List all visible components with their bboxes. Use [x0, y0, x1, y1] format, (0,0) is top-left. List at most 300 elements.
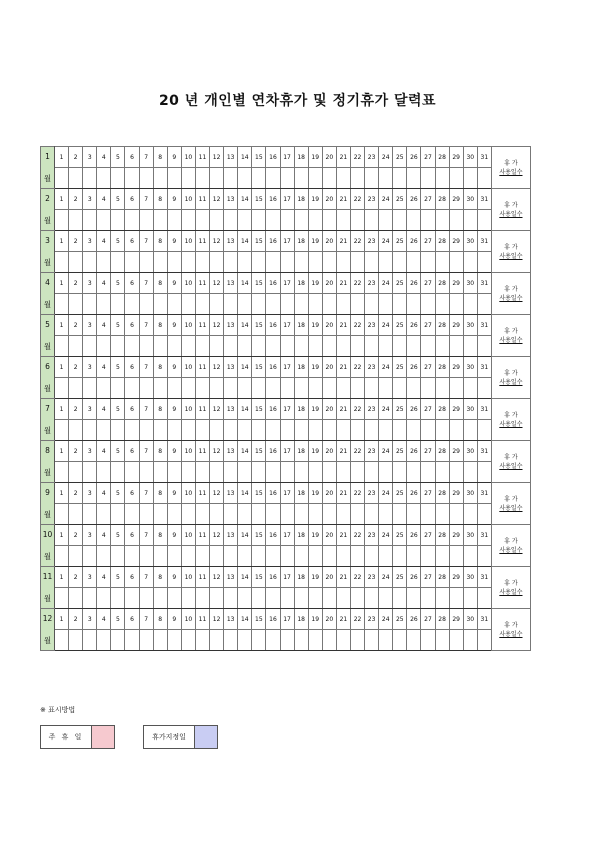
day-entry-cell[interactable]	[181, 252, 195, 273]
day-entry-cell[interactable]	[463, 630, 477, 651]
day-entry-cell[interactable]	[238, 294, 252, 315]
day-entry-cell[interactable]	[181, 546, 195, 567]
day-entry-cell[interactable]	[153, 168, 167, 189]
day-entry-cell[interactable]	[336, 336, 350, 357]
day-entry-cell[interactable]	[421, 252, 435, 273]
day-entry-cell[interactable]	[252, 420, 266, 441]
day-entry-cell[interactable]	[449, 168, 463, 189]
day-entry-cell[interactable]	[139, 588, 153, 609]
day-entry-cell[interactable]	[435, 588, 449, 609]
day-entry-cell[interactable]	[125, 336, 139, 357]
day-entry-cell[interactable]	[322, 336, 336, 357]
day-entry-cell[interactable]	[308, 546, 322, 567]
day-entry-cell[interactable]	[463, 252, 477, 273]
day-entry-cell[interactable]	[55, 294, 69, 315]
day-entry-cell[interactable]	[195, 630, 209, 651]
day-entry-cell[interactable]	[449, 336, 463, 357]
day-entry-cell[interactable]	[83, 294, 97, 315]
day-entry-cell[interactable]	[308, 252, 322, 273]
day-entry-cell[interactable]	[407, 168, 421, 189]
day-entry-cell[interactable]	[111, 504, 125, 525]
day-entry-cell[interactable]	[83, 630, 97, 651]
day-entry-cell[interactable]	[365, 252, 379, 273]
day-entry-cell[interactable]	[266, 546, 280, 567]
day-entry-cell[interactable]	[266, 420, 280, 441]
day-entry-cell[interactable]	[55, 252, 69, 273]
day-entry-cell[interactable]	[308, 210, 322, 231]
day-entry-cell[interactable]	[449, 546, 463, 567]
day-entry-cell[interactable]	[463, 294, 477, 315]
day-entry-cell[interactable]	[181, 588, 195, 609]
day-entry-cell[interactable]	[393, 378, 407, 399]
day-entry-cell[interactable]	[55, 462, 69, 483]
day-entry-cell[interactable]	[407, 420, 421, 441]
day-entry-cell[interactable]	[266, 630, 280, 651]
day-entry-cell[interactable]	[125, 420, 139, 441]
day-entry-cell[interactable]	[463, 378, 477, 399]
day-entry-cell[interactable]	[181, 378, 195, 399]
day-entry-cell[interactable]	[266, 168, 280, 189]
day-entry-cell[interactable]	[421, 630, 435, 651]
day-entry-cell[interactable]	[238, 588, 252, 609]
day-entry-cell[interactable]	[435, 378, 449, 399]
day-entry-cell[interactable]	[210, 546, 224, 567]
day-entry-cell[interactable]	[379, 252, 393, 273]
day-entry-cell[interactable]	[252, 336, 266, 357]
day-entry-cell[interactable]	[393, 420, 407, 441]
day-entry-cell[interactable]	[350, 168, 364, 189]
day-entry-cell[interactable]	[210, 294, 224, 315]
day-entry-cell[interactable]	[83, 378, 97, 399]
day-entry-cell[interactable]	[477, 462, 491, 483]
day-entry-cell[interactable]	[252, 630, 266, 651]
day-entry-cell[interactable]	[69, 378, 83, 399]
day-entry-cell[interactable]	[55, 588, 69, 609]
day-entry-cell[interactable]	[266, 252, 280, 273]
day-entry-cell[interactable]	[153, 210, 167, 231]
day-entry-cell[interactable]	[294, 294, 308, 315]
day-entry-cell[interactable]	[97, 630, 111, 651]
day-entry-cell[interactable]	[55, 504, 69, 525]
day-entry-cell[interactable]	[55, 336, 69, 357]
day-entry-cell[interactable]	[449, 210, 463, 231]
vacation-days-used-cell[interactable]	[491, 357, 530, 399]
day-entry-cell[interactable]	[69, 294, 83, 315]
day-entry-cell[interactable]	[167, 546, 181, 567]
day-entry-cell[interactable]	[435, 210, 449, 231]
vacation-days-used-cell[interactable]	[491, 273, 530, 315]
day-entry-cell[interactable]	[393, 588, 407, 609]
day-entry-cell[interactable]	[139, 630, 153, 651]
day-entry-cell[interactable]	[393, 546, 407, 567]
day-entry-cell[interactable]	[336, 546, 350, 567]
day-entry-cell[interactable]	[435, 168, 449, 189]
day-entry-cell[interactable]	[125, 252, 139, 273]
day-entry-cell[interactable]	[421, 168, 435, 189]
day-entry-cell[interactable]	[379, 588, 393, 609]
day-entry-cell[interactable]	[393, 462, 407, 483]
day-entry-cell[interactable]	[69, 462, 83, 483]
day-entry-cell[interactable]	[393, 630, 407, 651]
day-entry-cell[interactable]	[252, 504, 266, 525]
day-entry-cell[interactable]	[224, 210, 238, 231]
day-entry-cell[interactable]	[280, 336, 294, 357]
day-entry-cell[interactable]	[167, 252, 181, 273]
day-entry-cell[interactable]	[449, 420, 463, 441]
day-entry-cell[interactable]	[350, 588, 364, 609]
day-entry-cell[interactable]	[195, 588, 209, 609]
day-entry-cell[interactable]	[463, 546, 477, 567]
day-entry-cell[interactable]	[97, 252, 111, 273]
day-entry-cell[interactable]	[210, 462, 224, 483]
day-entry-cell[interactable]	[463, 336, 477, 357]
day-entry-cell[interactable]	[350, 294, 364, 315]
day-entry-cell[interactable]	[125, 210, 139, 231]
day-entry-cell[interactable]	[308, 378, 322, 399]
day-entry-cell[interactable]	[336, 252, 350, 273]
day-entry-cell[interactable]	[280, 588, 294, 609]
day-entry-cell[interactable]	[167, 420, 181, 441]
day-entry-cell[interactable]	[139, 252, 153, 273]
day-entry-cell[interactable]	[210, 336, 224, 357]
day-entry-cell[interactable]	[83, 504, 97, 525]
day-entry-cell[interactable]	[55, 420, 69, 441]
day-entry-cell[interactable]	[365, 504, 379, 525]
day-entry-cell[interactable]	[83, 420, 97, 441]
day-entry-cell[interactable]	[195, 546, 209, 567]
day-entry-cell[interactable]	[449, 462, 463, 483]
day-entry-cell[interactable]	[153, 420, 167, 441]
day-entry-cell[interactable]	[350, 546, 364, 567]
day-entry-cell[interactable]	[252, 462, 266, 483]
day-entry-cell[interactable]	[69, 630, 83, 651]
day-entry-cell[interactable]	[167, 504, 181, 525]
day-entry-cell[interactable]	[280, 378, 294, 399]
day-entry-cell[interactable]	[55, 378, 69, 399]
day-entry-cell[interactable]	[167, 336, 181, 357]
day-entry-cell[interactable]	[294, 252, 308, 273]
day-entry-cell[interactable]	[224, 294, 238, 315]
day-entry-cell[interactable]	[266, 210, 280, 231]
day-entry-cell[interactable]	[224, 252, 238, 273]
day-entry-cell[interactable]	[477, 168, 491, 189]
day-entry-cell[interactable]	[125, 588, 139, 609]
day-entry-cell[interactable]	[280, 420, 294, 441]
day-entry-cell[interactable]	[224, 630, 238, 651]
vacation-days-used-cell[interactable]	[491, 525, 530, 567]
day-entry-cell[interactable]	[294, 546, 308, 567]
day-entry-cell[interactable]	[322, 504, 336, 525]
day-entry-cell[interactable]	[153, 588, 167, 609]
day-entry-cell[interactable]	[421, 546, 435, 567]
day-entry-cell[interactable]	[365, 294, 379, 315]
day-entry-cell[interactable]	[280, 504, 294, 525]
day-entry-cell[interactable]	[435, 630, 449, 651]
day-entry-cell[interactable]	[181, 168, 195, 189]
day-entry-cell[interactable]	[139, 462, 153, 483]
day-entry-cell[interactable]	[435, 336, 449, 357]
day-entry-cell[interactable]	[139, 168, 153, 189]
day-entry-cell[interactable]	[238, 378, 252, 399]
day-entry-cell[interactable]	[308, 336, 322, 357]
day-entry-cell[interactable]	[407, 294, 421, 315]
day-entry-cell[interactable]	[365, 336, 379, 357]
day-entry-cell[interactable]	[167, 210, 181, 231]
day-entry-cell[interactable]	[111, 168, 125, 189]
day-entry-cell[interactable]	[365, 588, 379, 609]
day-entry-cell[interactable]	[210, 210, 224, 231]
day-entry-cell[interactable]	[153, 294, 167, 315]
day-entry-cell[interactable]	[449, 294, 463, 315]
day-entry-cell[interactable]	[167, 630, 181, 651]
day-entry-cell[interactable]	[210, 378, 224, 399]
vacation-days-used-cell[interactable]	[491, 189, 530, 231]
day-entry-cell[interactable]	[238, 210, 252, 231]
day-entry-cell[interactable]	[252, 210, 266, 231]
day-entry-cell[interactable]	[477, 630, 491, 651]
day-entry-cell[interactable]	[407, 210, 421, 231]
day-entry-cell[interactable]	[294, 630, 308, 651]
day-entry-cell[interactable]	[111, 378, 125, 399]
day-entry-cell[interactable]	[379, 630, 393, 651]
day-entry-cell[interactable]	[294, 504, 308, 525]
day-entry-cell[interactable]	[238, 336, 252, 357]
day-entry-cell[interactable]	[153, 336, 167, 357]
day-entry-cell[interactable]	[111, 630, 125, 651]
day-entry-cell[interactable]	[97, 462, 111, 483]
day-entry-cell[interactable]	[477, 588, 491, 609]
day-entry-cell[interactable]	[153, 378, 167, 399]
day-entry-cell[interactable]	[308, 588, 322, 609]
day-entry-cell[interactable]	[153, 630, 167, 651]
day-entry-cell[interactable]	[336, 588, 350, 609]
day-entry-cell[interactable]	[322, 210, 336, 231]
day-entry-cell[interactable]	[167, 378, 181, 399]
day-entry-cell[interactable]	[238, 630, 252, 651]
day-entry-cell[interactable]	[238, 504, 252, 525]
day-entry-cell[interactable]	[195, 378, 209, 399]
day-entry-cell[interactable]	[266, 294, 280, 315]
day-entry-cell[interactable]	[125, 378, 139, 399]
day-entry-cell[interactable]	[224, 336, 238, 357]
vacation-days-used-cell[interactable]	[491, 441, 530, 483]
day-entry-cell[interactable]	[435, 294, 449, 315]
day-entry-cell[interactable]	[181, 462, 195, 483]
legend-holiday-swatch[interactable]	[92, 726, 114, 748]
day-entry-cell[interactable]	[167, 462, 181, 483]
day-entry-cell[interactable]	[224, 504, 238, 525]
day-entry-cell[interactable]	[210, 504, 224, 525]
day-entry-cell[interactable]	[421, 462, 435, 483]
day-entry-cell[interactable]	[181, 420, 195, 441]
day-entry-cell[interactable]	[463, 588, 477, 609]
day-entry-cell[interactable]	[463, 168, 477, 189]
day-entry-cell[interactable]	[238, 420, 252, 441]
day-entry-cell[interactable]	[195, 252, 209, 273]
day-entry-cell[interactable]	[477, 336, 491, 357]
day-entry-cell[interactable]	[252, 252, 266, 273]
day-entry-cell[interactable]	[407, 462, 421, 483]
day-entry-cell[interactable]	[97, 294, 111, 315]
day-entry-cell[interactable]	[153, 462, 167, 483]
day-entry-cell[interactable]	[294, 462, 308, 483]
day-entry-cell[interactable]	[139, 546, 153, 567]
day-entry-cell[interactable]	[252, 294, 266, 315]
day-entry-cell[interactable]	[393, 504, 407, 525]
day-entry-cell[interactable]	[181, 210, 195, 231]
day-entry-cell[interactable]	[139, 210, 153, 231]
day-entry-cell[interactable]	[421, 294, 435, 315]
day-entry-cell[interactable]	[421, 336, 435, 357]
day-entry-cell[interactable]	[125, 546, 139, 567]
day-entry-cell[interactable]	[365, 630, 379, 651]
day-entry-cell[interactable]	[421, 504, 435, 525]
day-entry-cell[interactable]	[322, 588, 336, 609]
day-entry-cell[interactable]	[435, 462, 449, 483]
day-entry-cell[interactable]	[379, 168, 393, 189]
day-entry-cell[interactable]	[336, 504, 350, 525]
day-entry-cell[interactable]	[308, 504, 322, 525]
day-entry-cell[interactable]	[125, 504, 139, 525]
day-entry-cell[interactable]	[421, 420, 435, 441]
day-entry-cell[interactable]	[97, 504, 111, 525]
day-entry-cell[interactable]	[97, 336, 111, 357]
day-entry-cell[interactable]	[139, 504, 153, 525]
day-entry-cell[interactable]	[336, 294, 350, 315]
day-entry-cell[interactable]	[125, 630, 139, 651]
day-entry-cell[interactable]	[111, 546, 125, 567]
day-entry-cell[interactable]	[111, 336, 125, 357]
day-entry-cell[interactable]	[280, 294, 294, 315]
day-entry-cell[interactable]	[463, 210, 477, 231]
day-entry-cell[interactable]	[280, 630, 294, 651]
day-entry-cell[interactable]	[266, 336, 280, 357]
day-entry-cell[interactable]	[69, 336, 83, 357]
day-entry-cell[interactable]	[252, 168, 266, 189]
day-entry-cell[interactable]	[379, 336, 393, 357]
day-entry-cell[interactable]	[97, 210, 111, 231]
day-entry-cell[interactable]	[153, 252, 167, 273]
day-entry-cell[interactable]	[139, 336, 153, 357]
day-entry-cell[interactable]	[379, 462, 393, 483]
day-entry-cell[interactable]	[350, 504, 364, 525]
day-entry-cell[interactable]	[294, 210, 308, 231]
day-entry-cell[interactable]	[463, 504, 477, 525]
day-entry-cell[interactable]	[210, 630, 224, 651]
day-entry-cell[interactable]	[435, 546, 449, 567]
day-entry-cell[interactable]	[393, 210, 407, 231]
day-entry-cell[interactable]	[181, 504, 195, 525]
day-entry-cell[interactable]	[322, 294, 336, 315]
day-entry-cell[interactable]	[83, 546, 97, 567]
legend-designated-swatch[interactable]	[195, 726, 217, 748]
day-entry-cell[interactable]	[195, 462, 209, 483]
day-entry-cell[interactable]	[238, 546, 252, 567]
day-entry-cell[interactable]	[252, 588, 266, 609]
day-entry-cell[interactable]	[308, 462, 322, 483]
day-entry-cell[interactable]	[407, 252, 421, 273]
day-entry-cell[interactable]	[69, 252, 83, 273]
day-entry-cell[interactable]	[421, 210, 435, 231]
day-entry-cell[interactable]	[195, 168, 209, 189]
day-entry-cell[interactable]	[224, 462, 238, 483]
day-entry-cell[interactable]	[97, 168, 111, 189]
day-entry-cell[interactable]	[125, 462, 139, 483]
day-entry-cell[interactable]	[280, 546, 294, 567]
day-entry-cell[interactable]	[210, 252, 224, 273]
day-entry-cell[interactable]	[477, 378, 491, 399]
day-entry-cell[interactable]	[421, 588, 435, 609]
day-entry-cell[interactable]	[477, 504, 491, 525]
day-entry-cell[interactable]	[336, 462, 350, 483]
day-entry-cell[interactable]	[463, 462, 477, 483]
day-entry-cell[interactable]	[365, 546, 379, 567]
day-entry-cell[interactable]	[83, 336, 97, 357]
day-entry-cell[interactable]	[350, 630, 364, 651]
day-entry-cell[interactable]	[224, 420, 238, 441]
day-entry-cell[interactable]	[266, 588, 280, 609]
day-entry-cell[interactable]	[365, 168, 379, 189]
day-entry-cell[interactable]	[322, 420, 336, 441]
day-entry-cell[interactable]	[322, 546, 336, 567]
day-entry-cell[interactable]	[407, 336, 421, 357]
day-entry-cell[interactable]	[407, 546, 421, 567]
day-entry-cell[interactable]	[224, 588, 238, 609]
day-entry-cell[interactable]	[477, 294, 491, 315]
day-entry-cell[interactable]	[350, 462, 364, 483]
day-entry-cell[interactable]	[111, 252, 125, 273]
day-entry-cell[interactable]	[55, 630, 69, 651]
day-entry-cell[interactable]	[308, 630, 322, 651]
day-entry-cell[interactable]	[83, 588, 97, 609]
day-entry-cell[interactable]	[195, 210, 209, 231]
vacation-days-used-cell[interactable]	[491, 147, 530, 189]
day-entry-cell[interactable]	[210, 588, 224, 609]
day-entry-cell[interactable]	[435, 252, 449, 273]
day-entry-cell[interactable]	[83, 210, 97, 231]
day-entry-cell[interactable]	[407, 378, 421, 399]
day-entry-cell[interactable]	[210, 420, 224, 441]
day-entry-cell[interactable]	[393, 294, 407, 315]
day-entry-cell[interactable]	[365, 378, 379, 399]
day-entry-cell[interactable]	[69, 504, 83, 525]
day-entry-cell[interactable]	[308, 294, 322, 315]
day-entry-cell[interactable]	[266, 462, 280, 483]
day-entry-cell[interactable]	[435, 420, 449, 441]
day-entry-cell[interactable]	[139, 378, 153, 399]
day-entry-cell[interactable]	[167, 588, 181, 609]
day-entry-cell[interactable]	[294, 420, 308, 441]
day-entry-cell[interactable]	[463, 420, 477, 441]
day-entry-cell[interactable]	[294, 588, 308, 609]
day-entry-cell[interactable]	[393, 252, 407, 273]
vacation-days-used-cell[interactable]	[491, 483, 530, 525]
day-entry-cell[interactable]	[449, 588, 463, 609]
day-entry-cell[interactable]	[224, 546, 238, 567]
day-entry-cell[interactable]	[83, 168, 97, 189]
day-entry-cell[interactable]	[139, 420, 153, 441]
day-entry-cell[interactable]	[294, 336, 308, 357]
day-entry-cell[interactable]	[407, 588, 421, 609]
day-entry-cell[interactable]	[449, 378, 463, 399]
day-entry-cell[interactable]	[69, 420, 83, 441]
day-entry-cell[interactable]	[449, 252, 463, 273]
day-entry-cell[interactable]	[224, 168, 238, 189]
day-entry-cell[interactable]	[421, 378, 435, 399]
day-entry-cell[interactable]	[69, 546, 83, 567]
vacation-days-used-cell[interactable]	[491, 315, 530, 357]
day-entry-cell[interactable]	[322, 252, 336, 273]
